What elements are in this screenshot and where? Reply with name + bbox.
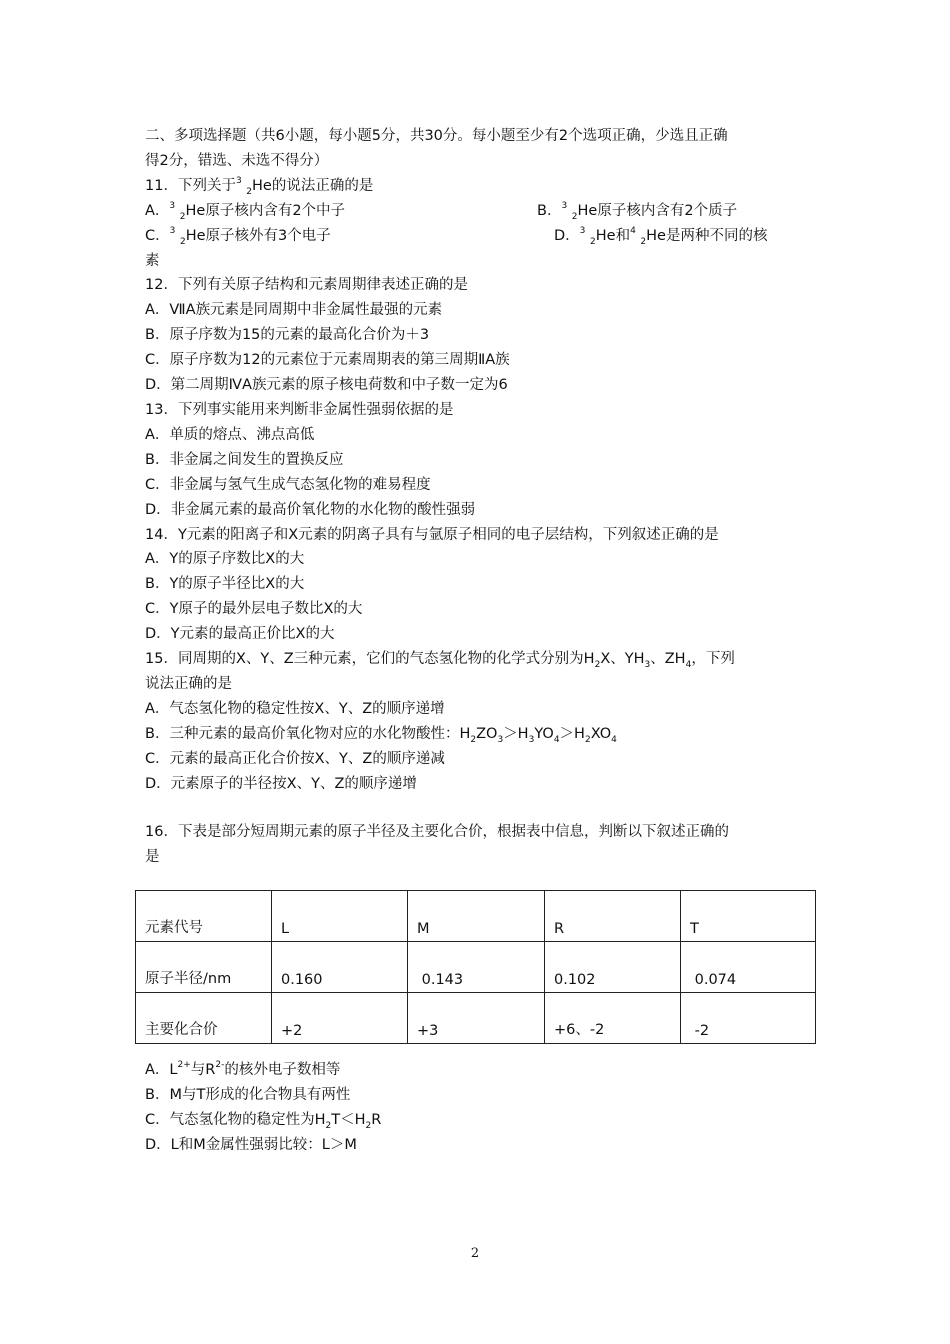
table-cell: 原子半径/nm: [136, 942, 272, 993]
q16-option-a: A．$L^{2+}$与$R^{2-}$的核外电子数相等: [145, 1060, 341, 1078]
q15-stem: 15．同周期的X、Y、Z三种元素，它们的气态氢化物的化学式分别为$H_2X$、$YH_3$、$ZH_4$，下列: [145, 651, 735, 670]
q13-stem: 13．下列事实能用来判断非金属性强弱依据的是: [145, 401, 454, 418]
q15-stem-cont: 说法正确的是: [145, 675, 232, 692]
q16-option-d: D．L和M金属性强弱比较：L＞M: [145, 1136, 357, 1153]
q11-stem: 11．下列关于$^3$ $_2$He的说法正确的是: [145, 175, 374, 197]
table-row: [136, 942, 816, 993]
q14-option-a: A．Y的原子序数比X的大: [145, 551, 305, 568]
section-heading: 二、多项选择题（共6小题，每小题5分，共30分。每小题至少有2个选项正确，少选且正确: [145, 128, 728, 144]
table-cell: 元素代号: [136, 891, 272, 942]
spacer: [145, 796, 813, 820]
table-cell: R: [545, 891, 681, 942]
table-cell: 0.143: [408, 942, 545, 993]
q11-option-c: C．$^3$ $_2$He原子核外有3个电子: [145, 225, 331, 247]
q14-option-c: C．Y原子的最外层电子数比X的大: [145, 601, 363, 618]
q16-options: [145, 1058, 813, 1158]
q14-option-d: D．Y元素的最高正价比X的大: [145, 626, 335, 643]
q15-option-a: A．气态氢化物的稳定性按X、Y、Z的顺序递增: [145, 700, 445, 717]
q16-stem-cont: 是: [145, 849, 160, 866]
q15-option-c: C．元素的最高正化合价按X、Y、Z的顺序递减: [145, 750, 445, 767]
q16-option-c: C．气态氢化物的稳定性为$H_2T<H_2R$: [145, 1111, 382, 1131]
q11-options-cd: [145, 224, 813, 249]
q16-stem: 16．下表是部分短周期元素的原子半径及主要化合价，根据表中信息，判断以下叙述正确的: [145, 824, 729, 841]
q11-option-d: D．$^3$ $_2$He和$^4$ $_2$He是两种不同的核: [554, 225, 768, 247]
q12-option-d: D．第二周期ⅣA族元素的原子核电荷数和中子数一定为6: [145, 377, 508, 394]
q11-option-d-cont: 素: [145, 252, 160, 269]
table-row: [136, 891, 816, 942]
table-cell: +6、-2: [545, 993, 681, 1044]
table-cell: +2: [272, 993, 408, 1044]
q13-option-b: B．非金属之间发生的置换反应: [145, 451, 344, 468]
question-content: [145, 124, 813, 870]
table-cell: T: [681, 891, 816, 942]
q11-options-ab: [145, 199, 813, 224]
q13-option-d: D．非金属元素的最高价氧化物的水化物的酸性强弱: [145, 501, 476, 518]
q12-stem: 12．下列有关原子结构和元素周期律表述正确的是: [145, 277, 468, 294]
table-cell: M: [408, 891, 545, 942]
q13-option-a: A．单质的熔点、沸点高低: [145, 426, 315, 443]
q11-option-a: A．$^3$ $_2$He原子核内含有2个中子: [145, 200, 346, 222]
q12-option-b: B．原子序数为15的元素的最高化合价为＋3: [145, 327, 430, 344]
table-cell: +3: [408, 993, 545, 1044]
q13-option-c: C．非金属与氢气生成气态氢化物的难易程度: [145, 476, 431, 493]
q14-option-b: B．Y的原子半径比X的大: [145, 576, 305, 593]
section-heading-cont: 得2分，错选、未选不得分）: [145, 152, 329, 169]
page-number: 2: [470, 1246, 480, 1261]
q12-option-a: A．ⅦA族元素是同周期中非金属性最强的元素: [145, 302, 443, 319]
table-cell: L: [272, 891, 408, 942]
q15-option-d: D．元素原子的半径按X、Y、Z的顺序递增: [145, 775, 417, 792]
q14-stem: 14．Y元素的阳离子和X元素的阴离子具有与氩原子相同的电子层结构，下列叙述正确的是: [145, 526, 719, 543]
table-row: [136, 993, 816, 1044]
table-cell: 主要化合价: [136, 993, 272, 1044]
table-cell: -2: [681, 993, 816, 1044]
table-cell: 0.102: [545, 942, 681, 993]
q12-option-c: C．原子序数为12的元素位于元素周期表的第三周期ⅡA族: [145, 352, 510, 369]
q11-option-b: B．$^3$ $_2$He原子核内含有2个质子: [537, 200, 738, 222]
element-data-table: [135, 890, 816, 1044]
table-cell: 0.074: [681, 942, 816, 993]
table-cell: 0.160: [272, 942, 408, 993]
q16-option-b: B．M与T形成的化合物具有两性: [145, 1086, 351, 1103]
q15-option-b: B．三种元素的最高价氧化物对应的水化物酸性：$H_2ZO_3>H_3YO_4>H_2XO_4$: [145, 725, 617, 745]
